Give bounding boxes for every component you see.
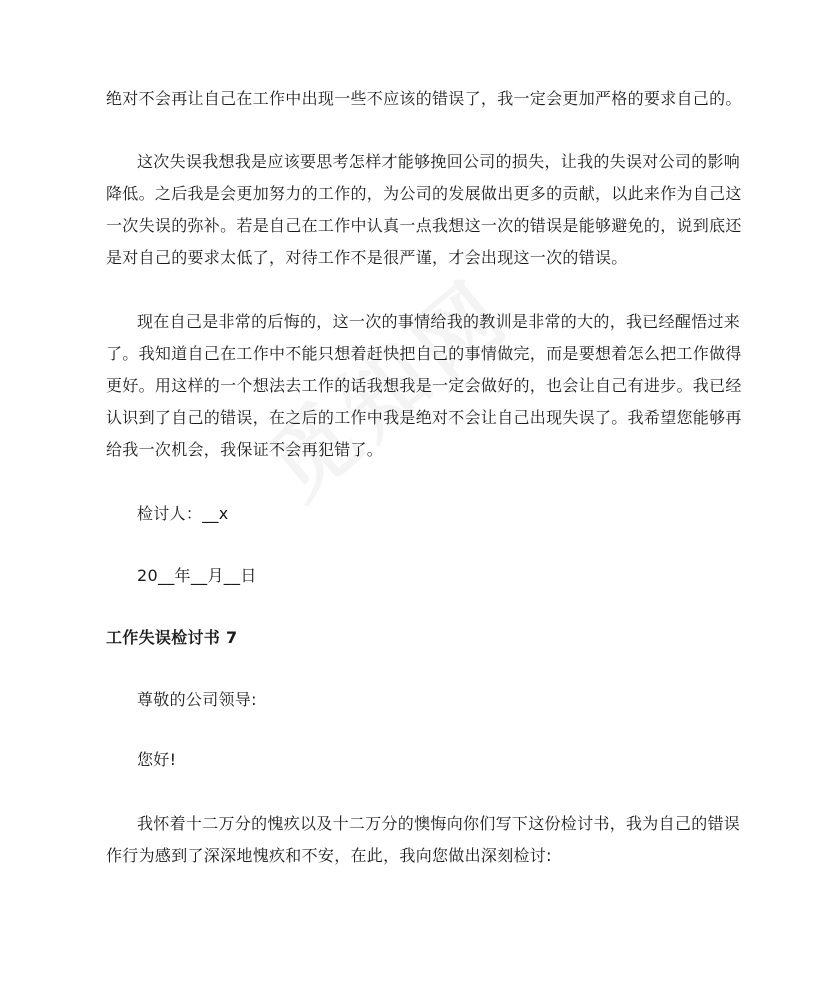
- salutation: 尊敬的公司领导:: [137, 690, 257, 709]
- paragraph-line: 给我一次机会，我保证不会再犯错了。: [106, 440, 384, 459]
- paragraph-line: 更好。用这样的一个想法去工作的话我想我是一定会做好的，也会让自己有进步。我已经: [106, 376, 742, 395]
- date-line: 20__年__月__日: [137, 566, 257, 585]
- paragraph-line: 作行为感到了深深地愧疚和不安，在此，我向您做出深刻检讨:: [106, 846, 552, 865]
- paragraph-line: 这次失误我想我是应该要思考怎样才能够挽回公司的损失，让我的失误对公司的影响: [137, 152, 741, 171]
- greeting: 您好!: [137, 750, 177, 769]
- section-heading: 工作失误检讨书 7: [106, 628, 238, 647]
- paragraph-line: 了。我知道自己在工作中不能只想着赶快把自己的事情做完，而是要想着怎么把工作做得: [106, 344, 742, 363]
- paragraph-line: 认识到了自己的错误，在之后的工作中我是绝对不会让自己出现失误了。我希望您能够再: [106, 408, 742, 427]
- paragraph-line: 绝对不会再让自己在工作中出现一些不应该的错误了，我一定会更加严格的要求自己的。: [106, 89, 742, 108]
- paragraph-line: 是对自己的要求太低了，对待工作不是很严谨，才会出现这一次的错误。: [106, 248, 628, 267]
- paragraph-line: 现在自己是非常的后悔的，这一次的事情给我的教训是非常的大的，我已经醒悟过来: [137, 312, 741, 331]
- paragraph-line: 降低。之后我是会更加努力的工作的，为公司的发展做出更多的贡献，以此来作为自己这: [106, 184, 742, 203]
- signature-line: 检讨人：__x: [137, 504, 229, 523]
- paragraph-line: 我怀着十二万分的愧疚以及十二万分的懊悔向你们写下这份检讨书，我为自己的错误: [137, 814, 741, 833]
- paragraph-line: 一次失误的弥补。若是自己在工作中认真一点我想这一次的错误是能够避免的，说到底还: [106, 216, 742, 235]
